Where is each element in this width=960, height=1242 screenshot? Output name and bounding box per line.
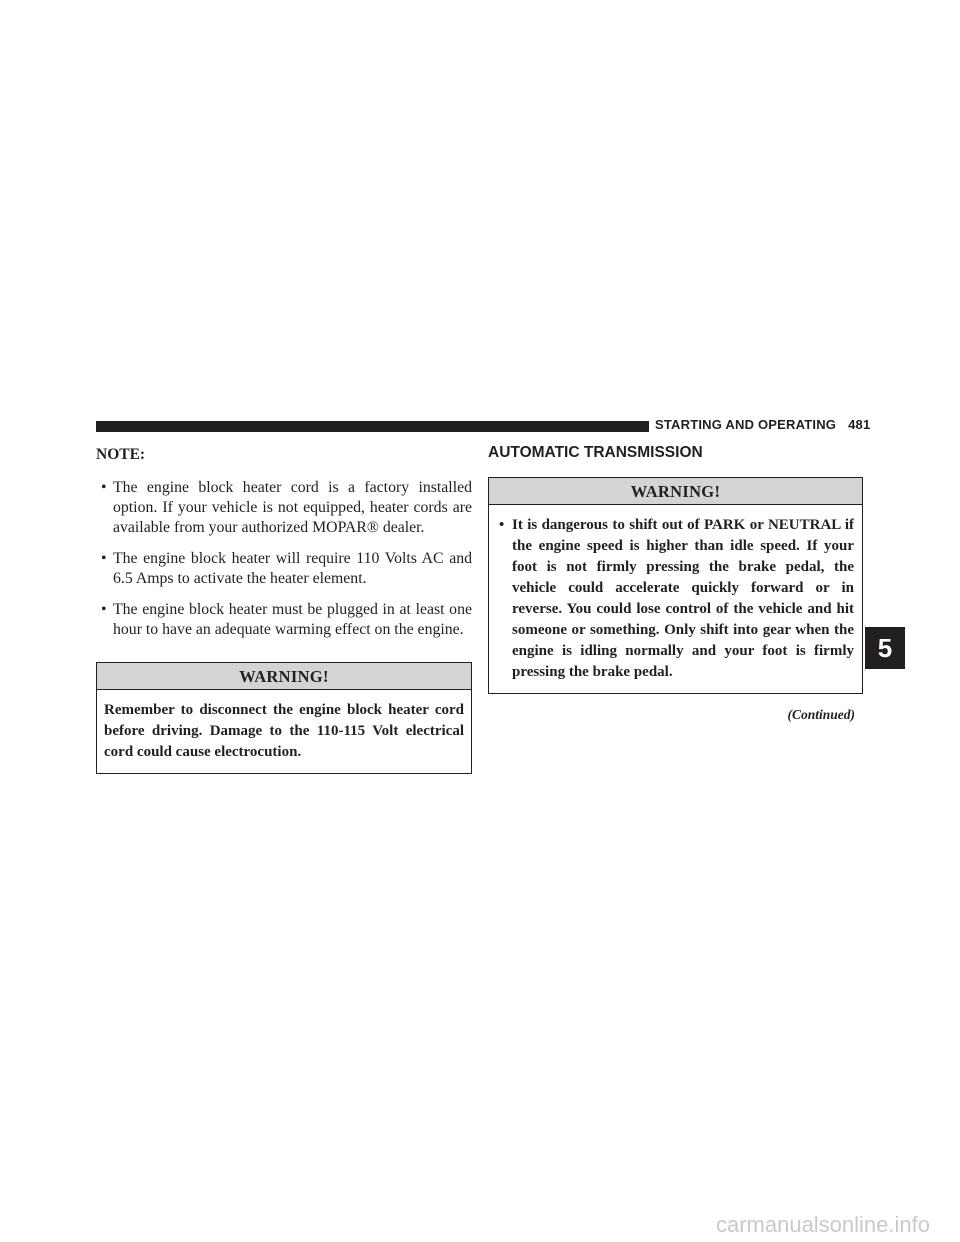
warning-box-transmission bbox=[488, 477, 863, 694]
note-title: NOTE: bbox=[96, 446, 146, 463]
list-item-text: The engine block heater will require 110 Volts AC and 6.5 Amps to activate the heater element. bbox=[113, 550, 472, 587]
watermark: carmanualsonline.info bbox=[715, 1212, 930, 1237]
page-number: 481 bbox=[848, 417, 871, 432]
left-column bbox=[96, 446, 472, 774]
bullet-glyph: • bbox=[101, 550, 107, 567]
section-title: AUTOMATIC TRANSMISSION bbox=[488, 444, 703, 461]
continued-label: (Continued) bbox=[787, 707, 855, 722]
list-item-text: The engine block heater cord is a factory installed option. If your vehicle is not equipped, heater cords are available from your authorized MOPAR® dealer. bbox=[113, 479, 472, 536]
warning-title: WARNING! bbox=[97, 663, 471, 690]
right-column bbox=[488, 444, 863, 723]
list-item bbox=[96, 549, 472, 589]
bullet-glyph: • bbox=[499, 517, 505, 533]
list-item bbox=[96, 600, 472, 640]
note-bullet-list bbox=[96, 478, 472, 640]
list-item bbox=[497, 515, 854, 683]
bullet-glyph: • bbox=[101, 601, 107, 618]
warning-title: WARNING! bbox=[489, 478, 862, 505]
header-section: STARTING AND OPERATING bbox=[655, 417, 837, 432]
warning-body bbox=[489, 505, 862, 693]
header-bar bbox=[96, 421, 649, 432]
bullet-glyph: • bbox=[101, 479, 107, 496]
list-item bbox=[96, 478, 472, 538]
running-header bbox=[655, 417, 870, 432]
warning-text: Remember to disconnect the engine block heater cord before driving. Damage to the 110-115 Volt electrical cord could cause electrocution. bbox=[104, 702, 464, 760]
list-item-text: The engine block heater must be plugged in at least one hour to have an adequate warming effect on the engine. bbox=[113, 601, 472, 638]
warning-box-heater bbox=[96, 662, 472, 774]
chapter-tab: 5 bbox=[865, 627, 905, 669]
list-item-text: It is dangerous to shift out of PARK or NEUTRAL if the engine speed is higher than idle speed. If your foot is not firmly pressing the brake pedal, the vehicle could accelerate quickly forward or in reverse. You could lose control of the vehicle and hit someone or something. Only shift into gear when the engine is idling normally and your foot is firmly pressing the brake pedal. bbox=[512, 517, 854, 680]
warning-bullet-list bbox=[497, 515, 854, 683]
